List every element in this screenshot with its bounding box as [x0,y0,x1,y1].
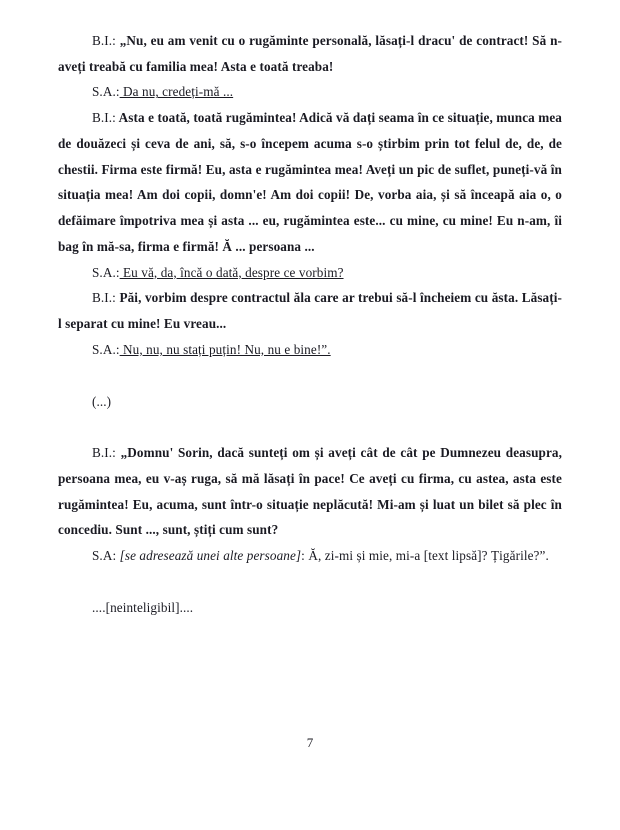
speech-text: „Nu, eu am venit cu o rugăminte personală, lăsați-l dracu' de contract! Să n-aveți treabă cu familia mea! Asta e toată treaba! [58,33,562,74]
unintelligible-marker: ....[neinteligibil].... [92,599,194,615]
speech-text: Eu vă, da, încă o dată, despre ce vorbim? [119,264,344,280]
omission-marker: (...) [92,393,112,409]
transcript-line [58,260,562,286]
speaker-label: S.A: [92,548,117,564]
paragraph-spacer [58,414,562,440]
page-number: 7 [306,735,314,750]
stage-direction: [se adresează unei alte persoane] [116,548,302,564]
transcript-line [58,440,562,543]
transcript-line [58,28,562,79]
transcript-line [58,543,562,569]
transcript-line [58,79,562,105]
speaker-label: B.I.: [92,110,116,126]
paragraph-spacer [58,363,562,389]
speaker-label: B.I.: [92,445,116,461]
transcript-line [58,285,562,336]
speaker-label: B.I.: [92,290,116,306]
transcript-line [58,105,562,259]
paragraph-spacer [58,569,562,595]
speaker-label: S.A.: [92,264,120,280]
speech-text: : Ă, zi-mi și mie, mi-a [text lipsă]? Țigările?”. [301,548,549,564]
speech-text: Asta e toată, toată rugămintea! Adică vă dați seama în ce situație, munca mea de douăzeci și ceva de ani, să, s-o începem acuma s-o știrbim prin tot felul de, de, de chestii. Firma este firmă! Eu, asta e rugămintea mea! Aveți un pic de suflet, puneți-vă în situația mea! Am doi copii, domn'e! Am doi copii! De, vorba aia, și să înceapă aia o, o defăimare împotriva mea și asta ... eu, rugămintea este... cu mine, cu mine! Eu n-am, îi bag în mă-sa, firma e firmă! Ă ... persoana ... [58,110,562,254]
speaker-label: B.I.: [92,33,116,48]
transcript-line [58,337,562,363]
speaker-label: S.A.: [92,84,120,100]
speech-text: Nu, nu, nu stați puțin! Nu, nu e bine!”. [119,341,331,357]
speech-text: „Domnu' Sorin, dacă sunteți om și aveți cât de cât pe Dumnezeu deasupra, persoana mea, eu v-aș ruga, să mă lăsați în pace! Ce aveți cu firma, cu astea, asta este rugămintea! Eu, acuma, sunt într-o situație neplăcută! Mi-am și luat un bilet să plec în concediu. Sunt ..., sunt, știți cum sunt? [58,445,562,538]
speech-text: Păi, vorbim despre contractul ăla care ar trebui să-l încheiem cu ăsta. Lăsați-l separat cu mine! Eu vreau... [58,290,562,332]
speaker-label: S.A.: [92,341,120,357]
transcript-body [58,28,562,621]
speech-text: Da nu, credeți-mă ... [119,84,234,100]
